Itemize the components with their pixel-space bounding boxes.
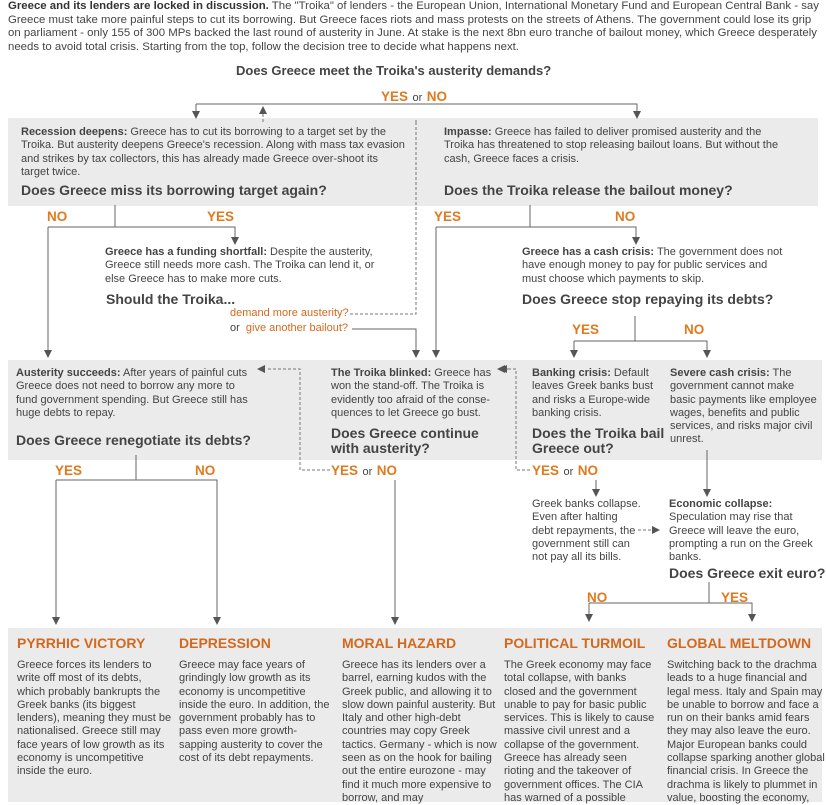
impasse-lead: Impasse: (444, 126, 492, 138)
blinked-no[interactable]: NO (376, 463, 397, 478)
austerity-succeeds-text: After years of painful cuts Greece does not need to borrow any more to fund government spending. But Greece still has huge debts to repay. (16, 367, 248, 419)
exit-euro-no[interactable]: NO (587, 590, 608, 605)
arrow-icon (633, 111, 641, 119)
cash-crisis-yes[interactable]: YES (572, 322, 600, 337)
outcome-title: GLOBAL MELTDOWN (667, 635, 812, 651)
blinked-yes-no (331, 462, 397, 480)
economic-collapse-text: Speculation may rise that Greece will leave the euro, prompting a run on the Greek banks. (669, 511, 813, 564)
outcome-text: Switching back to the drachma leads to a huge financial and legal mess. Italy and Spain may be unable to borrow and face a run on their banks amid fears they may also leave the euro. Major European banks could collapse sparking another global financial crisis. In Greece the drachma is likely to plummet in value, boosting the economy, (667, 659, 825, 804)
banking-crisis-lead: Banking crisis: (532, 367, 611, 379)
troika-blinked-text: Greece has won the stand-off. The Troika is evidently too afraid of the conse-quences to let Greece go bust. (331, 367, 492, 419)
outcome-title: PYRRHIC VICTORY (17, 635, 146, 651)
top-yes-no (381, 88, 447, 106)
arrow-icon (703, 350, 711, 358)
recession-lead: Recession deepens: (21, 126, 128, 138)
arrow-icon (592, 489, 600, 497)
intro-lead: Greece and its lenders are locked in discussion. (8, 0, 269, 12)
shortfall-question: Should the Troika... (106, 291, 236, 307)
shortfall-text: Despite the austerity, Greece still needs more cash. The Troika can lend it, or else Greece has to make more cuts. (105, 246, 375, 285)
severe-cash-card (670, 367, 820, 447)
option-bailout-row (230, 322, 348, 334)
impasse-card (444, 126, 784, 166)
arrow-icon (632, 237, 640, 245)
impasse-yes[interactable]: YES (434, 209, 462, 224)
severe-cash-text: The government cannot make basic payments like employee wages, benefits and public services, and risks major civil unrest. (670, 367, 817, 446)
connector-blinked-yes (266, 369, 330, 470)
arrow-icon (213, 617, 221, 625)
cash-crisis-text: The government does not have enough money to pay for public services and must choose which payments to skip. (522, 246, 783, 285)
severe-cash-lead: Severe cash crisis: (670, 367, 770, 379)
banking-yes[interactable]: YES (532, 463, 560, 478)
recession-yes[interactable]: YES (207, 209, 235, 224)
arrow-icon (570, 350, 578, 358)
austerity-succeeds-lead: Austerity succeeds: (16, 367, 121, 379)
renegotiate-yes[interactable]: YES (55, 463, 83, 478)
cash-crisis-question: Does Greece stop repaying its debts? (522, 291, 774, 307)
impasse-no[interactable]: NO (615, 209, 636, 224)
arrow-right-icon (652, 526, 660, 534)
banking-crisis-question: Does the Troika bail Greece out? (532, 425, 665, 456)
impasse-text: Greece has failed to deliver promised austerity and the Troika has threatened to stop releasing bailout loans. But without the cash, Greece faces a crisis. (444, 126, 779, 165)
blinked-yes[interactable]: YES (331, 463, 359, 478)
troika-blinked-question: Does Greece continue with austerity? (331, 425, 479, 456)
option-give-bailout[interactable]: give another bailout? (245, 322, 349, 334)
arrow-icon (192, 111, 200, 119)
connector-bailout (352, 329, 416, 356)
connector-impasse (436, 205, 636, 243)
austerity-succeeds-card (16, 367, 251, 420)
or-label: or (230, 322, 240, 334)
or-label: or (563, 466, 574, 478)
intro-paragraph (8, 0, 823, 54)
or-label: or (412, 92, 423, 104)
troika-blinked-card (331, 367, 501, 420)
arrow-icon (391, 617, 399, 625)
arrow-icon (52, 617, 60, 625)
outcome-text: Greece may face years of grindingly low growth as its economy is uncompetitive inside the euro. In addition, the government probably has to pass even more growth-sapping austerity to cover the cost of its debt repayments. (179, 659, 330, 765)
arrow-icon (412, 350, 420, 358)
outcome-title: MORAL HAZARD (342, 635, 457, 651)
renegotiate-no[interactable]: NO (195, 463, 216, 478)
banking-crisis-card (532, 367, 662, 420)
arrow-left-icon (257, 365, 265, 373)
economic-collapse-question: Does Greece exit euro? (669, 565, 826, 581)
outcome-text: Greece forces its lenders to write off most of its debts, which probably bankrupts the Greek banks (its biggest lenders), meaning they must be nationalised. Greece still may face years of low growth as its economy is uncompetitive inside the euro. (17, 659, 172, 778)
recession-text: Greece has to cut its borrowing to a target set by the Troika. But austerity deepens Greece's recession. Along with mass tax evasion and strikes by tax collectors, this has already made Greece over-shoot its target twice. (21, 126, 405, 178)
economic-collapse-card (669, 498, 826, 564)
banks-collapse-card: Greek banks collapse. Even after halting debt repayments, the government still can not pay all its bills. (532, 498, 641, 564)
banking-crisis-text: Default leaves Greek banks bust and risks a Europe-wide banking crisis. (532, 367, 654, 419)
arrow-icon (703, 489, 711, 497)
exit-euro-yes[interactable]: YES (721, 590, 749, 605)
recession-card (21, 126, 407, 179)
austerity-succeeds-question: Does Greece renegotiate its debts? (16, 432, 251, 448)
yes-option[interactable]: YES (381, 89, 409, 104)
option-demand-austerity[interactable]: demand more austerity? (230, 307, 349, 319)
or-label: or (362, 466, 373, 478)
economic-collapse-lead: Economic collapse: (669, 498, 773, 510)
arrow-up-icon (259, 106, 267, 114)
arrow-icon (585, 614, 593, 622)
arrow-icon (748, 614, 756, 622)
intro-text: The "Troika" of lenders - the European Union, International Monetary Fund and European Central Bank - say Greece must take more painful steps to cut its borrowing. But Greece faces riots and mass protests on the streets of Athens. The government could lose its grip on parliament - only 155 of 300 MPs backed the last round of austerity in June. At stake is the next 8bn euro tranche of bailout money, which Greece desperately needs to avoid total crisis. Starting from the top, follow the decision tree to decide what happens next. (8, 0, 819, 53)
arrow-icon (432, 350, 440, 358)
arrow-icon (44, 350, 52, 358)
troika-blinked-lead: The Troika blinked: (331, 367, 432, 379)
arrow-icon (231, 237, 239, 245)
connector-renegotiate (56, 455, 217, 623)
shortfall-card (105, 246, 385, 286)
outcome-title: POLITICAL TURMOIL (504, 635, 646, 651)
outcome-text: The Greek economy may face total collapse, with banks closed and the government unable to pay for basic public services. This is likely to cause massive civil unrest and a collapse of the government. Greece has already seen rioting and the takeover of government offices. The CIA has warned of a possible (504, 659, 655, 804)
recession-question: Does Greece miss its borrowing target again? (21, 182, 327, 198)
outcome-title: DEPRESSION (179, 635, 271, 651)
connector-banking-yes (507, 369, 530, 470)
shortfall-lead: Greece has a funding shortfall: (105, 246, 267, 258)
banking-no[interactable]: NO (577, 463, 598, 478)
cash-crisis-no[interactable]: NO (684, 322, 705, 337)
no-option[interactable]: NO (426, 89, 447, 104)
cash-crisis-lead: Greece has a cash crisis: (522, 246, 655, 258)
top-question: Does Greece meet the Troika's austerity demands? (236, 63, 552, 78)
banking-yes-no (532, 462, 598, 480)
impasse-question: Does the Troika release the bailout money? (444, 182, 733, 198)
recession-no[interactable]: NO (47, 209, 68, 224)
cash-crisis-card (522, 246, 792, 286)
outcome-text: Greece has its lenders over a barrel, earning kudos with the Greek public, and allowing it to slow down painful austerity. But Italy and other high-debt countries may copy Greek tactics. Germany - which is now seen as on the hook for bailing out the entire eurozone - may find it much more expensive to borrow, and may (342, 659, 497, 804)
